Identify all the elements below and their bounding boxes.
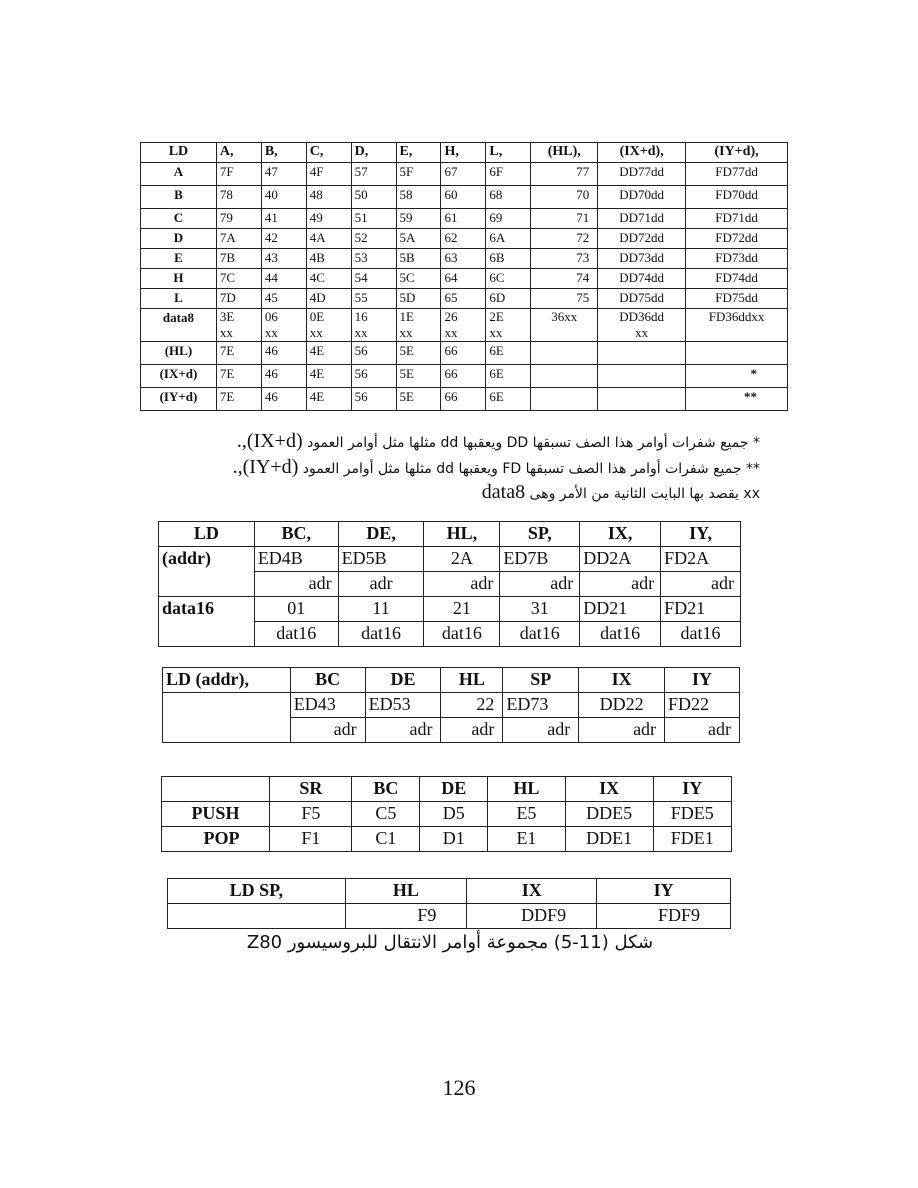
table-cell: FD75dd (686, 289, 788, 309)
table-cell: E5 (488, 802, 565, 827)
row-label: H (141, 269, 217, 289)
table-cell: 7C (216, 269, 261, 289)
header-cell: DE (365, 668, 441, 693)
table-cell: 7A (216, 229, 261, 249)
table-cell: 73 (531, 249, 598, 269)
table-cell: 66 (441, 388, 486, 411)
empty-cell (163, 693, 291, 743)
table-cell: 60 (441, 186, 486, 209)
table-cell: adr (661, 572, 741, 597)
row-label: (IX+d) (141, 365, 217, 388)
table-cell: adr (290, 718, 365, 743)
table-body (141, 163, 788, 309)
table-cell: FD2A (661, 547, 741, 572)
table-cell: FD73dd (686, 249, 788, 269)
table-cell: D1 (420, 827, 488, 852)
header-cell: (HL), (531, 143, 598, 163)
table-cell: 06 xx (261, 309, 306, 342)
table-cell: F9 (345, 904, 467, 929)
row-label: (IY+d) (141, 388, 217, 411)
row-label: B (141, 186, 217, 209)
table-cell: 56 (351, 388, 396, 411)
footnote-text: جميع شفرات أوامر هذا الصف تسبقها DD ويعقبها dd مثلها مثل أوامر العمود (302, 435, 749, 451)
table-cell (531, 342, 598, 365)
table-cell: 6F (486, 163, 531, 186)
table-cell: 53 (351, 249, 396, 269)
table-cell: 50 (351, 186, 396, 209)
row-label: (HL) (141, 342, 217, 365)
table-cell: 5F (396, 163, 441, 186)
table-cell: 79 (216, 209, 261, 229)
header-cell: (IX+d), (598, 143, 686, 163)
table-cell (598, 365, 686, 388)
header-cell: LD (141, 143, 217, 163)
table-row (141, 289, 788, 309)
table-cell: 2E xx (486, 309, 531, 342)
header-cell: LD (addr), (163, 668, 291, 693)
table-cell: 40 (261, 186, 306, 209)
table-cell: 7E (216, 342, 261, 365)
table-row (168, 904, 731, 929)
header-cell: DE (420, 777, 488, 802)
table-cell: 66 (441, 365, 486, 388)
table-cell (598, 388, 686, 411)
table-header-row (168, 879, 731, 904)
row-label: E (141, 249, 217, 269)
table-cell: 5E (396, 388, 441, 411)
table-cell: 46 (261, 342, 306, 365)
table-cell: 4E (306, 388, 351, 411)
table-cell: 7D (216, 289, 261, 309)
table-cell: 6D (486, 289, 531, 309)
table-cell: F5 (270, 802, 352, 827)
table-cell: FD22 (665, 693, 740, 718)
table-cell: DD22 (579, 693, 665, 718)
table-cell: 6C (486, 269, 531, 289)
table-cell: DD70dd (598, 186, 686, 209)
table-cell: 58 (396, 186, 441, 209)
table-cell: 5B (396, 249, 441, 269)
table-cell: 6B (486, 249, 531, 269)
table-cell: 67 (441, 163, 486, 186)
empty-cell (168, 904, 346, 929)
table-cell: 31 (500, 597, 580, 622)
table-row (141, 309, 788, 342)
table-cell: FD71dd (686, 209, 788, 229)
table-cell: 4E (306, 342, 351, 365)
table-cell: 71 (531, 209, 598, 229)
table-cell: 16 xx (351, 309, 396, 342)
table-cell: DD77dd (598, 163, 686, 186)
table-row (141, 388, 788, 411)
table-cell: 4F (306, 163, 351, 186)
table-cell: DD74dd (598, 269, 686, 289)
table-cell: 4D (306, 289, 351, 309)
page-number: 126 (442, 1075, 476, 1100)
table-row (141, 186, 788, 209)
header-cell: L, (486, 143, 531, 163)
table-cell: 5A (396, 229, 441, 249)
table-cell: DD21 (580, 597, 661, 622)
table-cell: dat16 (661, 622, 741, 647)
table-cell: 61 (441, 209, 486, 229)
header-cell: C, (306, 143, 351, 163)
table-cell: 11 (338, 597, 424, 622)
row-label: (addr) (159, 547, 255, 572)
table-cell: 72 (531, 229, 598, 249)
table-cell: DD36dd xx (598, 309, 686, 342)
table-cell: 7E (216, 388, 261, 411)
table-cell: adr (579, 718, 665, 743)
table-cell (686, 342, 788, 365)
table-cell: 75 (531, 289, 598, 309)
table-cell: ED73 (503, 693, 579, 718)
table-cell: 49 (306, 209, 351, 229)
table-cell: dat16 (580, 622, 661, 647)
table-cell: 4C (306, 269, 351, 289)
footnote-mark: ** (746, 461, 760, 477)
header-cell: HL (488, 777, 565, 802)
header-cell: E, (396, 143, 441, 163)
header-cell: SP, (500, 522, 580, 547)
table-header-row (162, 777, 732, 802)
header-cell: IY (597, 879, 731, 904)
table-cell: ED5B (338, 547, 424, 572)
table-header-row (141, 143, 788, 163)
table-cell: DD71dd (598, 209, 686, 229)
header-cell: LD (159, 522, 255, 547)
footnote-xx (160, 481, 760, 504)
ld-sp-table (167, 878, 731, 929)
header-cell: IX (565, 777, 653, 802)
table-cell: C5 (352, 802, 420, 827)
ld-addr-store-table (162, 667, 740, 743)
header-cell: SP (503, 668, 579, 693)
header-cell: HL, (424, 522, 500, 547)
table-cell: FD36ddxx (686, 309, 788, 342)
table-row (162, 802, 732, 827)
header-cell: SR (270, 777, 352, 802)
header-cell: BC, (254, 522, 338, 547)
table-cell: 45 (261, 289, 306, 309)
header-cell: DE, (338, 522, 424, 547)
table-cell: 41 (261, 209, 306, 229)
table-cell: ED53 (365, 693, 441, 718)
table-header-row (159, 522, 741, 547)
table-row (141, 249, 788, 269)
table-cell: 55 (351, 289, 396, 309)
table-cell: 6E (486, 388, 531, 411)
table-cell: C1 (352, 827, 420, 852)
table-row (141, 365, 788, 388)
header-cell: HL (345, 879, 467, 904)
table-cell: 65 (441, 289, 486, 309)
table-cell: D5 (420, 802, 488, 827)
table-cell: 63 (441, 249, 486, 269)
table-cell: 4E (306, 365, 351, 388)
table-cell: adr (254, 572, 338, 597)
header-cell: D, (351, 143, 396, 163)
table-cell: 42 (261, 229, 306, 249)
header-cell: HL (441, 668, 503, 693)
row-label: data16 (159, 597, 255, 622)
table-cell: 56 (351, 365, 396, 388)
empty-cell (159, 572, 255, 597)
table-cell: 52 (351, 229, 396, 249)
push-pop-table (161, 776, 732, 852)
table-cell: 2A (424, 547, 500, 572)
header-cell: BC (352, 777, 420, 802)
table-cell: 7E (216, 365, 261, 388)
table-row (163, 693, 740, 718)
table-cell: ED4B (254, 547, 338, 572)
table-row (141, 342, 788, 365)
table-cell: 3E xx (216, 309, 261, 342)
table-cell: 26 xx (441, 309, 486, 342)
table-row (141, 269, 788, 289)
table-cell: DDE5 (565, 802, 653, 827)
table-cell: 70 (531, 186, 598, 209)
row-label: C (141, 209, 217, 229)
table-row (141, 163, 788, 186)
table-cell: 01 (254, 597, 338, 622)
table-cell: DDE1 (565, 827, 653, 852)
row-label: D (141, 229, 217, 249)
table-header-row (163, 668, 740, 693)
footnote-latin: (IX+d),. (236, 430, 303, 452)
table-cell: 62 (441, 229, 486, 249)
table-cell: 54 (351, 269, 396, 289)
table-cell: dat16 (500, 622, 580, 647)
footnote-latin: (IY+d),. (232, 456, 299, 478)
table-cell: F1 (270, 827, 352, 852)
table-row (141, 209, 788, 229)
table-cell: 66 (441, 342, 486, 365)
table-cell: 47 (261, 163, 306, 186)
footnote-iy (160, 456, 760, 479)
table-cell: 51 (351, 209, 396, 229)
table-cell: 1E xx (396, 309, 441, 342)
table-cell: 57 (351, 163, 396, 186)
table-cell: adr (665, 718, 740, 743)
header-cell: BC (290, 668, 365, 693)
ld-16bit-table (158, 521, 741, 647)
table-cell: 43 (261, 249, 306, 269)
table-cell: ** (686, 388, 788, 411)
table-cell: 0E xx (306, 309, 351, 342)
table-cell: DD75dd (598, 289, 686, 309)
empty-cell (162, 777, 270, 802)
header-cell: A, (216, 143, 261, 163)
table-row (159, 572, 741, 597)
table-cell: ED43 (290, 693, 365, 718)
header-cell: IX (467, 879, 597, 904)
footnote-latin: data8 (481, 481, 526, 503)
table-cell: FD77dd (686, 163, 788, 186)
table-cell: DD72dd (598, 229, 686, 249)
table-cell: DD2A (580, 547, 661, 572)
table-cell: adr (424, 572, 500, 597)
table-row (162, 827, 732, 852)
table-cell: FD21 (661, 597, 741, 622)
table-row (159, 547, 741, 572)
footnote-text: جميع شفرات أوامر هذا الصف تسبقها FD ويعقبها dd مثلها مثل أوامر العمود (298, 461, 742, 477)
table-cell: FD70dd (686, 186, 788, 209)
table-cell: adr (580, 572, 661, 597)
table-cell: dat16 (424, 622, 500, 647)
footnote-mark: * (753, 435, 760, 451)
table-cell (598, 342, 686, 365)
table-cell: 7F (216, 163, 261, 186)
table-cell: 74 (531, 269, 598, 289)
table-cell: 5E (396, 365, 441, 388)
table-cell (531, 388, 598, 411)
header-cell: IX, (580, 522, 661, 547)
table-cell (531, 365, 598, 388)
table-cell: dat16 (338, 622, 424, 647)
table-cell: 48 (306, 186, 351, 209)
header-cell: IX (579, 668, 665, 693)
table-cell: 5E (396, 342, 441, 365)
footnote-ix (160, 430, 760, 453)
table-cell: ED7B (500, 547, 580, 572)
table-cell: 7B (216, 249, 261, 269)
table-body-2 (141, 342, 788, 411)
footnote-text: يقصد بها البايت الثانية من الأمر وهى (525, 486, 739, 502)
table-cell: adr (500, 572, 580, 597)
table-cell: adr (338, 572, 424, 597)
row-label: L (141, 289, 217, 309)
table-cell: 6A (486, 229, 531, 249)
table-row (159, 597, 741, 622)
table-cell: 21 (424, 597, 500, 622)
table-cell: 4A (306, 229, 351, 249)
table-cell: 77 (531, 163, 598, 186)
table-row (159, 622, 741, 647)
table-cell: adr (441, 718, 503, 743)
table-cell: DDF9 (467, 904, 597, 929)
table-cell: 6E (486, 365, 531, 388)
header-cell: H, (441, 143, 486, 163)
table-cell: * (686, 365, 788, 388)
table-cell: 44 (261, 269, 306, 289)
table-cell: dat16 (254, 622, 338, 647)
table-cell: E1 (488, 827, 565, 852)
table-cell: 64 (441, 269, 486, 289)
table-cell: 78 (216, 186, 261, 209)
table-cell: DD73dd (598, 249, 686, 269)
row-label: data8 (141, 309, 217, 342)
header-cell: IY (665, 668, 740, 693)
table-cell: 46 (261, 365, 306, 388)
footnote-mark: xx (743, 486, 760, 502)
table-cell: 69 (486, 209, 531, 229)
header-cell: IY, (661, 522, 741, 547)
table-row (141, 229, 788, 249)
header-cell: (IY+d), (686, 143, 788, 163)
table-cell: FDE1 (653, 827, 731, 852)
table-cell: 46 (261, 388, 306, 411)
header-cell: IY (653, 777, 731, 802)
table-cell: 4B (306, 249, 351, 269)
header-cell: LD SP, (168, 879, 346, 904)
table-cell: 5D (396, 289, 441, 309)
table-cell: 56 (351, 342, 396, 365)
table-cell: 36xx (531, 309, 598, 342)
table-cell: FDF9 (597, 904, 731, 929)
empty-cell (159, 622, 255, 647)
table-cell: adr (365, 718, 441, 743)
table-cell: 59 (396, 209, 441, 229)
row-label: POP (162, 827, 270, 852)
table-cell: FD74dd (686, 269, 788, 289)
row-label: A (141, 163, 217, 186)
table-cell: adr (503, 718, 579, 743)
table-cell: 68 (486, 186, 531, 209)
figure-caption: شكل (11-5) مجموعة أوامر الانتقال للبروسيسور Z80 (246, 932, 654, 953)
ld-register-table (140, 142, 788, 411)
table-cell: 5C (396, 269, 441, 289)
table-cell: FDE5 (653, 802, 731, 827)
table-cell: 6E (486, 342, 531, 365)
row-label: PUSH (162, 802, 270, 827)
header-cell: B, (261, 143, 306, 163)
table-cell: FD72dd (686, 229, 788, 249)
table-cell: 22 (441, 693, 503, 718)
